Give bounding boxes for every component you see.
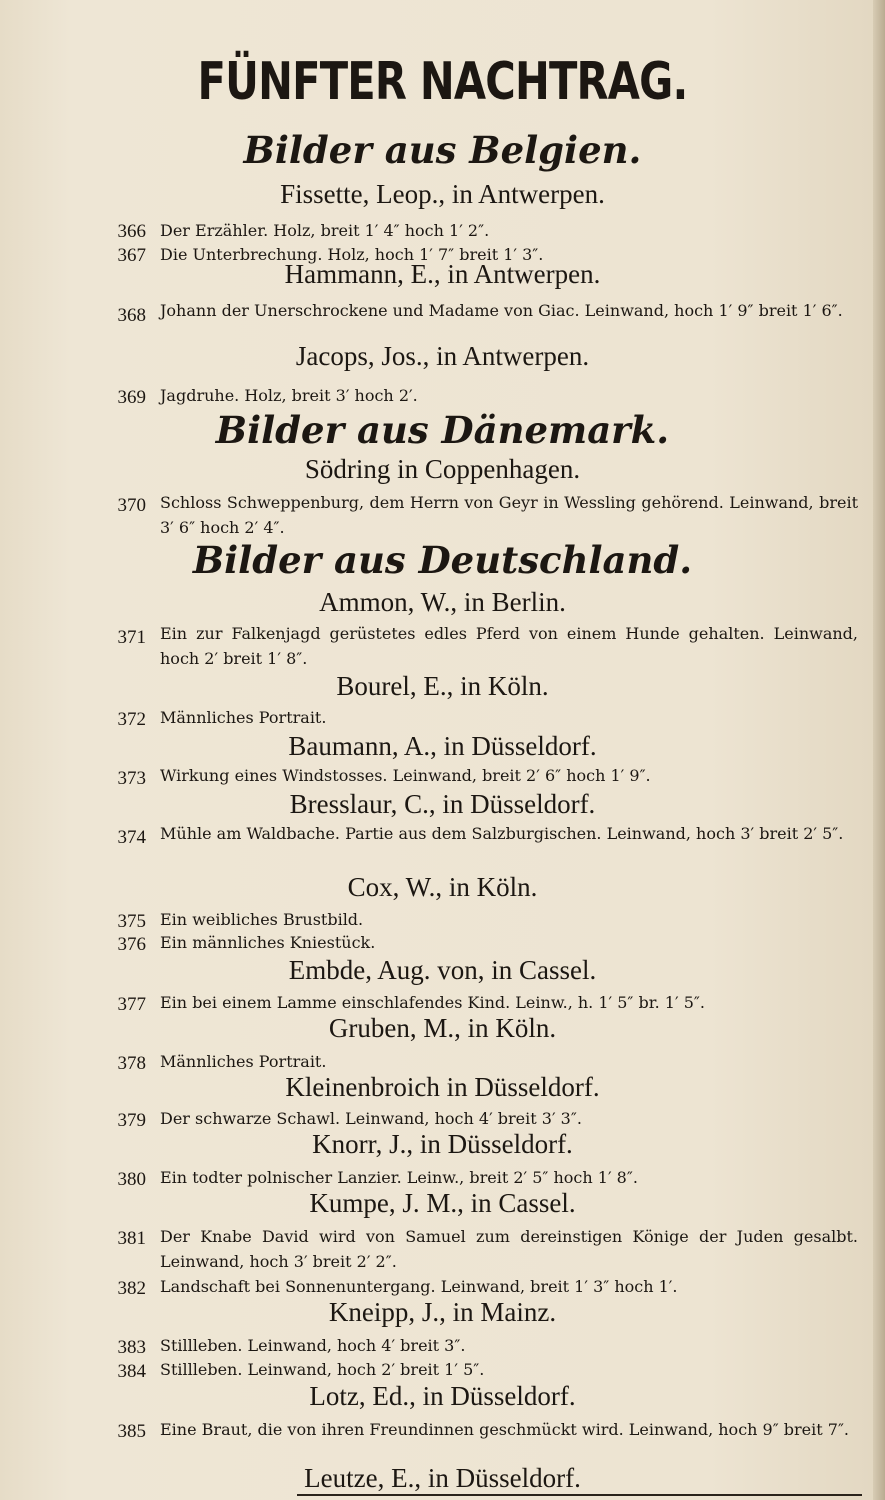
entry-text: Der schwarze Schawl. Leinwand, hoch 4′ breit 3′ 3″. bbox=[160, 1109, 582, 1128]
entry-text: Eine Braut, die von ihren Freundinnen geschmückt wird. Leinwand, hoch 9″ breit 7″. bbox=[160, 1420, 850, 1439]
entry-text: Männliches Portrait. bbox=[160, 708, 327, 727]
entry-number: 378 bbox=[117, 1053, 146, 1074]
entry-number: 367 bbox=[117, 245, 146, 266]
entry-number: 369 bbox=[117, 387, 146, 408]
entry-number: 379 bbox=[117, 1110, 146, 1131]
entry-number: 383 bbox=[117, 1337, 146, 1358]
entry-number: 385 bbox=[117, 1421, 146, 1442]
artist-soedring: Södring in Coppenhagen. bbox=[304, 454, 581, 484]
entry-number: 384 bbox=[117, 1361, 146, 1382]
entry-number: 368 bbox=[117, 305, 146, 326]
entry-text: Johann der Unerschrockene und Madame von Giac. Leinwand, hoch 1′ 9″ breit 1′ 6″. bbox=[160, 301, 843, 320]
entry-number: 370 bbox=[117, 495, 146, 516]
entry-text: Stillleben. Leinwand, hoch 2′ breit 1′ 5″. bbox=[160, 1360, 485, 1379]
entry-text: Ein männliches Kniestück. bbox=[160, 933, 376, 952]
entry-number: 381 bbox=[117, 1228, 146, 1249]
artist-lotz: Lotz, Ed., in Düsseldorf. bbox=[309, 1381, 576, 1411]
entry-text: Jagdruhe. Holz, breit 3′ hoch 2′. bbox=[160, 386, 418, 405]
entry-text: Die Unterbrechung. Holz, hoch 1′ 7″ breit 1′ 3″. bbox=[160, 245, 544, 264]
entry-number: 382 bbox=[117, 1278, 146, 1299]
entry-number: 373 bbox=[117, 768, 146, 789]
section-heading-germany: Bilder aus Deutschland. bbox=[192, 538, 693, 582]
artist-gruben: Gruben, M., in Köln. bbox=[328, 1013, 557, 1043]
entry-number: 366 bbox=[117, 221, 146, 242]
artist-kleinenbroich: Kleinenbroich in Düsseldorf. bbox=[285, 1072, 600, 1102]
entry-text: Ein zur Falkenjagd gerüstetes edles Pferd von einem Hunde gehalten. Leinwand, hoch 2′ breit 1′ 8″. bbox=[160, 624, 858, 668]
section-heading-denmark: Bilder aus Dänemark. bbox=[215, 408, 670, 452]
entry-text: Der Erzähler. Holz, breit 1′ 4″ hoch 1′ 2″. bbox=[160, 221, 490, 240]
artist-kneipp: Kneipp, J., in Mainz. bbox=[328, 1297, 557, 1327]
entry-number: 376 bbox=[117, 934, 146, 955]
artist-leutze: Leutze, E., in Düsseldorf. bbox=[304, 1463, 581, 1493]
entry-text: Der Knabe David wird von Samuel zum dereinstigen Könige der Juden gesalbt. Leinwand, hoch 3′ breit 2′ 2″. bbox=[160, 1227, 858, 1271]
entry-number: 371 bbox=[117, 627, 146, 648]
entry-text: Ein weibliches Brustbild. bbox=[160, 910, 364, 929]
artist-embde: Embde, Aug. von, in Cassel. bbox=[288, 955, 597, 985]
artist-bresslaur: Bresslaur, C., in Düsseldorf. bbox=[289, 789, 596, 819]
artist-bourel: Bourel, E., in Köln. bbox=[336, 671, 549, 701]
entry-text: Männliches Portrait. bbox=[160, 1052, 327, 1071]
artist-baumann: Baumann, A., in Düsseldorf. bbox=[288, 731, 597, 761]
entry-text: Landschaft bei Sonnenuntergang. Leinwand, breit 1′ 3″ hoch 1′. bbox=[160, 1277, 678, 1296]
entry-text: Mühle am Waldbache. Partie aus dem Salzburgischen. Leinwand, hoch 3′ breit 2′ 5″. bbox=[160, 824, 844, 843]
artist-cox: Cox, W., in Köln. bbox=[347, 872, 538, 902]
artist-hammann: Hammann, E., in Antwerpen. bbox=[284, 259, 601, 289]
artist-kumpe: Kumpe, J. M., in Cassel. bbox=[309, 1188, 576, 1218]
entry-text: Schloss Schweppenburg, dem Herrn von Geyr in Wessling gehörend. Leinwand, breit 3′ 6″ hoch 2′ 4″. bbox=[160, 493, 858, 537]
artist-knorr: Knorr, J., in Düsseldorf. bbox=[312, 1129, 573, 1159]
entry-number: 374 bbox=[117, 827, 146, 848]
artist-ammon: Ammon, W., in Berlin. bbox=[319, 587, 566, 617]
entry-text: Ein bei einem Lamme einschlafendes Kind. Leinw., h. 1′ 5″ br. 1′ 5″. bbox=[160, 993, 705, 1012]
entry-number: 372 bbox=[117, 709, 146, 730]
entry-text: Ein todter polnischer Lanzier. Leinw., breit 2′ 5″ hoch 1′ 8″. bbox=[160, 1168, 638, 1187]
entry-number: 375 bbox=[117, 911, 146, 932]
entry-number: 380 bbox=[117, 1169, 146, 1190]
artist-jacops: Jacops, Jos., in Antwerpen. bbox=[295, 341, 590, 371]
section-heading-belgium: Bilder aus Belgien. bbox=[243, 128, 642, 172]
entry-number: 377 bbox=[117, 994, 146, 1015]
entry-text: Wirkung eines Windstosses. Leinwand, breit 2′ 6″ hoch 1′ 9″. bbox=[160, 766, 651, 785]
page-title: FÜNFTER NACHTRAG. bbox=[197, 52, 688, 112]
artist-fissette: Fissette, Leop., in Antwerpen. bbox=[280, 179, 605, 209]
entry-text: Stillleben. Leinwand, hoch 4′ breit 3″. bbox=[160, 1336, 466, 1355]
bottom-rule bbox=[297, 1494, 862, 1496]
